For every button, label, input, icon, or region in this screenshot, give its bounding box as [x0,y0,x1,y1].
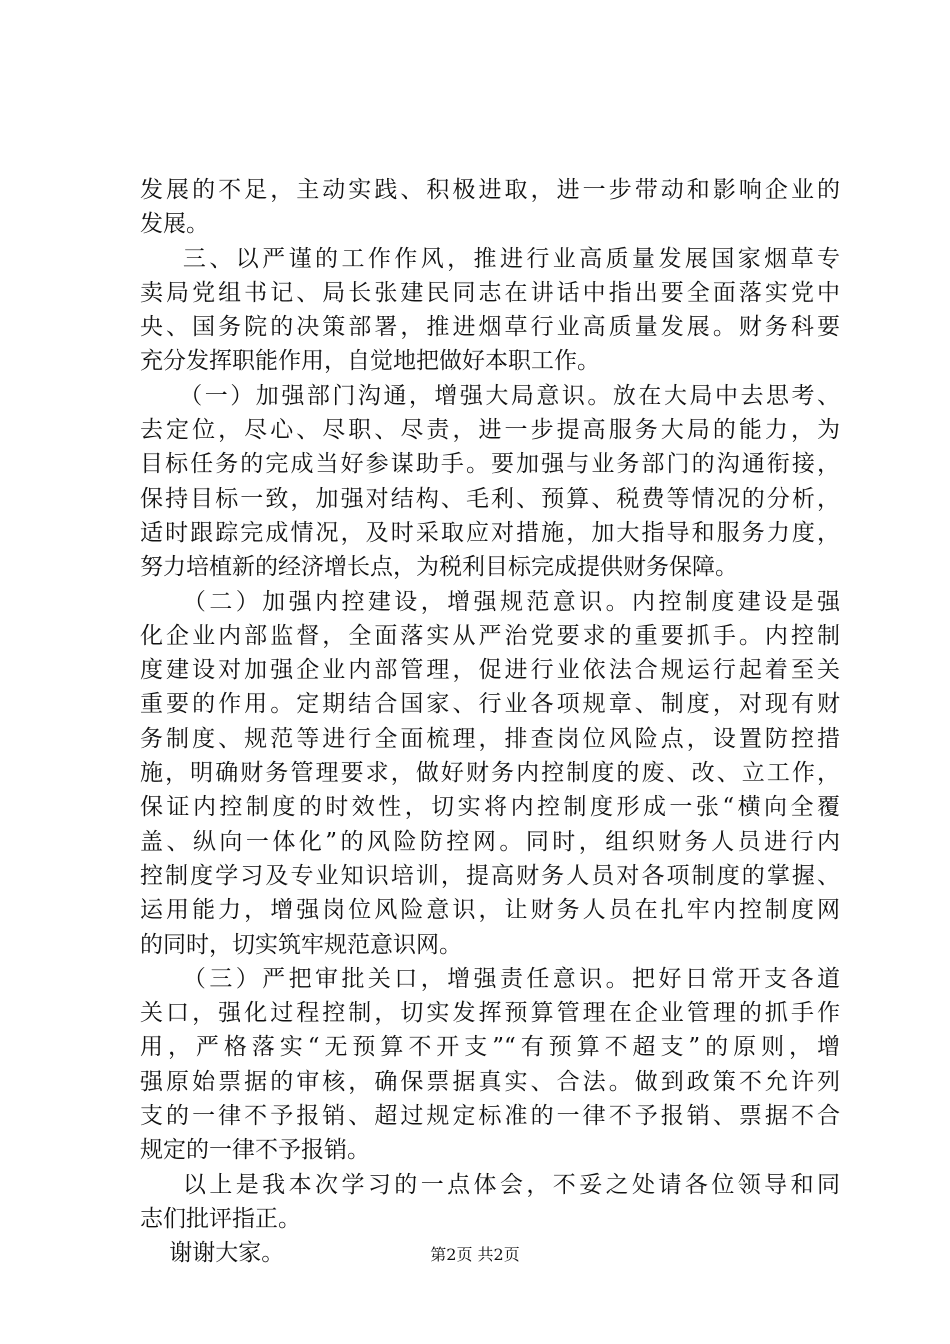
text-line: 以上是我本次学习的一点体会，不妥之处请各位领导和同 [140,1171,840,1198]
document-body [140,173,840,1271]
text-line: （一）加强部门沟通，增强大局意识。放在大局中去思考、 [140,382,840,409]
text-line: 目标任务的完成当好参谋助手。要加强与业务部门的沟通衔接， [140,451,840,478]
page-footer: 第2页 共2页 [430,1245,520,1264]
text-line: 卖局党组书记、局长张建民同志在讲话中指出要全面落实党中 [140,279,840,306]
text-line: 保证内控制度的时效性，切实将内控制度形成一张“横向全覆 [140,794,840,821]
text-line: 务制度、规范等进行全面梳理，排查岗位风险点，设置防控措 [140,725,840,752]
text-line: 保持目标一致，加强对结构、毛利、预算、税费等情况的分析， [140,485,840,512]
text-line: 规定的一律不予报销。 [140,1137,370,1164]
text-line: 施，明确财务管理要求，做好财务内控制度的废、改、立工作， [140,760,840,787]
text-line: 强原始票据的审核，确保票据真实、合法。做到政策不允许列 [140,1068,840,1095]
text-line: （二）加强内控建设，增强规范意识。内控制度建设是强 [140,588,840,615]
text-line: 央、国务院的决策部署，推进烟草行业高质量发展。财务科要 [140,314,840,341]
text-line: 去定位，尽心、尽职、尽责，进一步提高服务大局的能力，为 [140,417,840,444]
text-line: 三、以严谨的工作作风，推进行业高质量发展国家烟草专 [140,245,840,272]
text-line: （三）严把审批关口，增强责任意识。把好日常开支各道 [140,965,840,992]
text-line: 控制度学习及专业知识培训，提高财务人员对各项制度的掌握、 [140,862,840,889]
text-line: 发展的不足，主动实践、积极进取，进一步带动和影响企业的 [140,177,840,203]
text-line: 发展。 [140,211,209,238]
text-line: 支的一律不予报销、超过规定标准的一律不予报销、票据不合 [140,1103,840,1130]
text-line: 盖、纵向一体化”的风险防控网。同时，组织财务人员进行内 [140,828,840,855]
text-line: 运用能力，增强岗位风险意识，让财务人员在扎牢内控制度网 [140,897,840,924]
text-line: 志们批评指正。 [140,1205,301,1232]
text-line: 谢谢大家。 [140,1240,285,1267]
text-line: 适时跟踪完成情况，及时采取应对措施，加大指导和服务力度， [140,519,840,546]
text-line: 的同时，切实筑牢规范意识网。 [140,931,462,958]
text-line: 关口，强化过程控制，切实发挥预算管理在企业管理的抓手作 [140,1000,840,1027]
text-line: 用，严格落实“无预算不开支”“有预算不超支”的原则，增 [140,1034,840,1061]
text-line: 充分发挥职能作用，自觉地把做好本职工作。 [140,348,600,375]
text-line: 化企业内部监督，全面落实从严治党要求的重要抓手。内控制 [140,622,840,649]
text-line: 度建设对加强企业内部管理，促进行业依法合规运行起着至关 [140,657,840,684]
text-line: 努力培植新的经济增长点，为税利目标完成提供财务保障。 [140,554,738,581]
text-line: 重要的作用。定期结合国家、行业各项规章、制度，对现有财 [140,691,840,718]
